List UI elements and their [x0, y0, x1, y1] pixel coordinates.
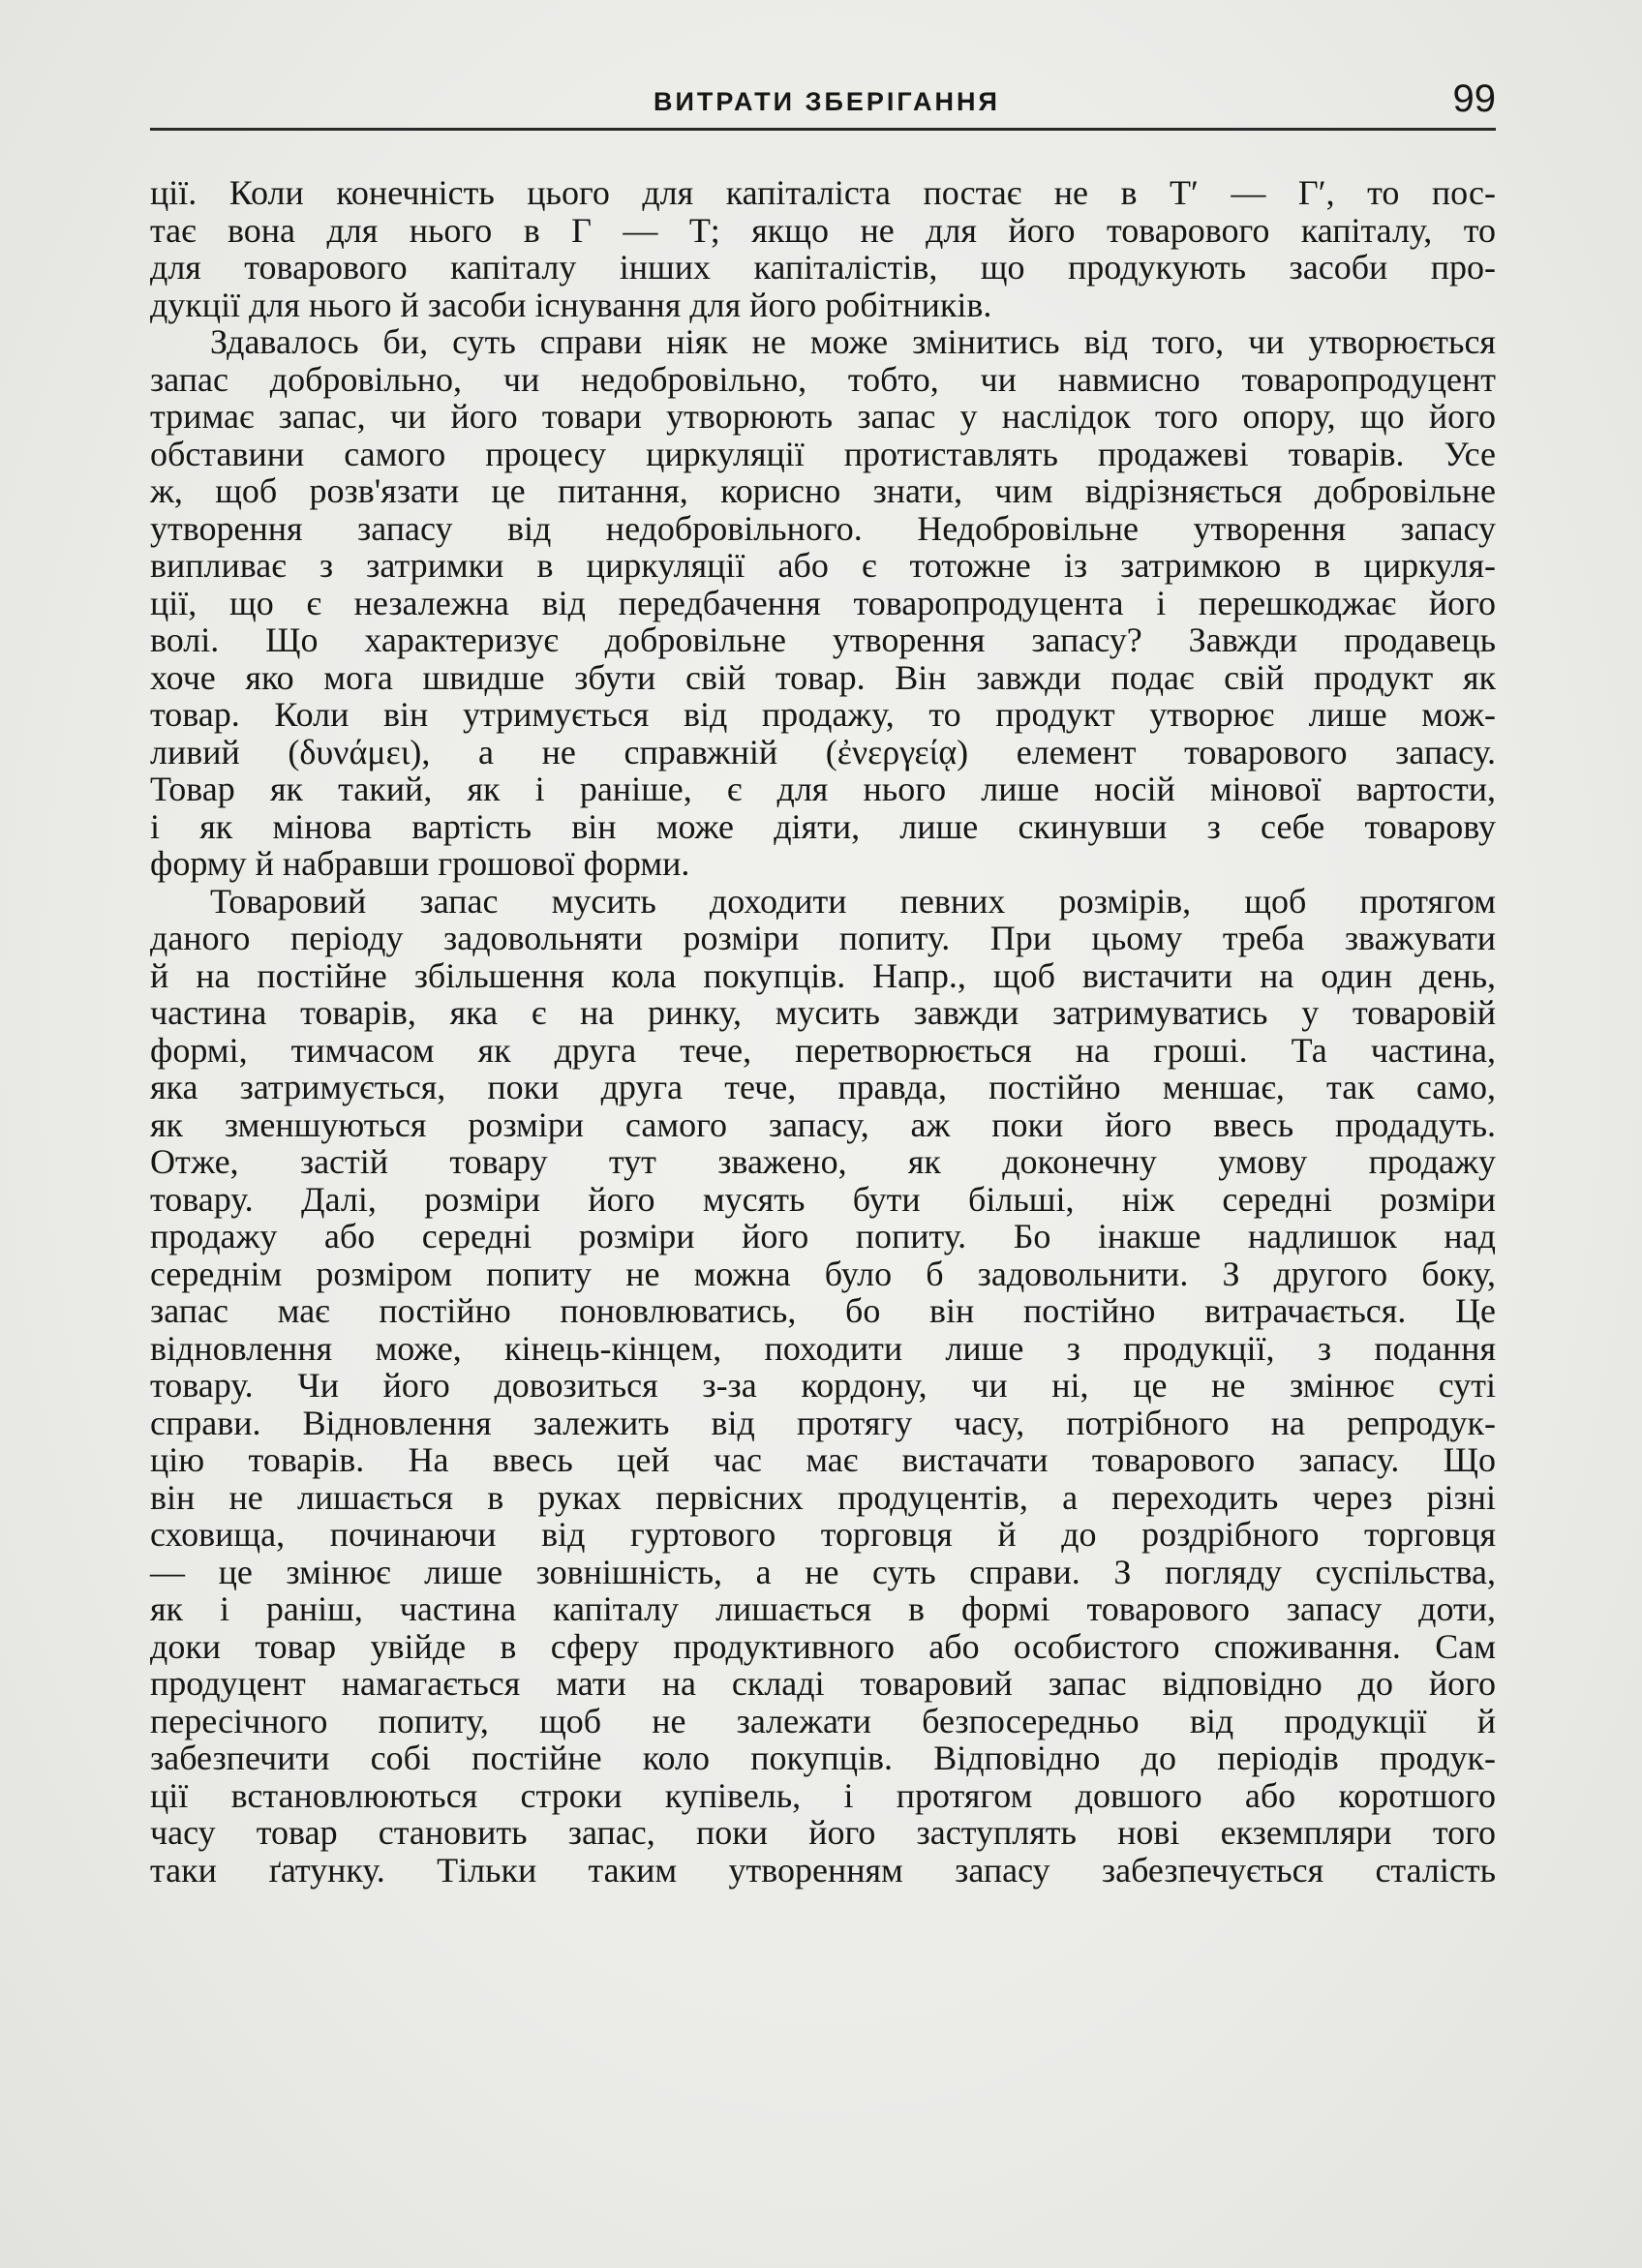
text-line: і як мінова вартість він може діяти, лише скинувши з себе товарову: [150, 806, 1496, 846]
text-line: волі. Що характеризує добровільне утворення запасу? Завжди продавець: [150, 620, 1496, 659]
text-line: формі, тимчасом як друга тече, перетворюється на гроші. Та частина,: [150, 1030, 1496, 1070]
text-line: форму й набравши грошової форми.: [150, 844, 690, 883]
text-line: для товарового капіталу інших капіталістів, що продукують засоби про-: [150, 248, 1496, 287]
text-line: тримає запас, чи його товари утворюють запас у наслідок того опору, що його: [150, 397, 1496, 436]
text-line: доки товар увійде в сферу продуктивного або особистого споживання. Сам: [150, 1626, 1496, 1666]
text-line: середнім розміром попиту не можна було б задовольнити. З другого боку,: [150, 1254, 1496, 1293]
body-text: [150, 174, 1496, 1889]
text-line: хоче яко мога швидше збути свій товар. Він завжди подає свій продукт як: [150, 657, 1496, 697]
text-line: випливає з затримки в циркуляції або є тотожне із затримкою в циркуля-: [150, 546, 1496, 585]
text-line: пересічного попиту, щоб не залежати безпосередньо від продукції й: [150, 1701, 1496, 1740]
text-line: як зменшуються розміри самого запасу, аж поки його ввесь продадуть.: [150, 1104, 1496, 1144]
text-line: Отже, застій товару тут зважено, як доконечну умову продажу: [150, 1142, 1496, 1181]
text-line: частина товарів, яка є на ринку, мусить завжди затримуватись у товаровій: [150, 993, 1496, 1032]
text-line: яка затримується, поки друга тече, правда, постійно меншає, так само,: [150, 1068, 1496, 1106]
text-line: Товар як такий, як і раніше, є для нього лише носій мінової вартости,: [150, 770, 1496, 808]
text-line: таки ґатунку. Тільки таким утворенням запасу забезпечується сталість: [150, 1850, 1496, 1890]
text-line: товару. Чи його довозиться з-за кордону, чи ні, це не змінює суті: [150, 1366, 1496, 1405]
text-line: запас добровільно, чи недобровільно, тобто, чи навмисно товаропродуцент: [150, 359, 1496, 399]
text-line: Товаровий запас мусить доходити певних розмірів, щоб протягом: [210, 881, 1496, 921]
text-line: як і раніш, частина капіталу лишається в формі товарового запасу доти,: [150, 1589, 1496, 1628]
text-line: тає вона для нього в Г — Т; якщо не для його товарового капіталу, то: [150, 210, 1496, 250]
text-line: забезпечити собі постійне коло покупців. Відповідно до періодів продук-: [150, 1739, 1496, 1777]
text-line: обставини самого процесу циркуляції протиставлять продажеві товарів. Усе: [150, 434, 1496, 473]
header-rule: [150, 128, 1496, 131]
text-line: утворення запасу від недобровільного. Недобровільне утворення запасу: [150, 508, 1496, 548]
text-line: товар. Коли він утримується від продажу, то продукт утворює лише мож-: [150, 695, 1496, 734]
text-line: цію товарів. На ввесь цей час має вистачати товарового запасу. Що: [150, 1440, 1496, 1479]
text-line: ції, що є незалежна від передбачення товаропродуцента і перешкоджає його: [150, 583, 1496, 622]
text-line: часу товар становить запас, поки його заступлять нові екземпляри того: [150, 1813, 1496, 1852]
text-line: ж, щоб розв'язати це питання, корисно знати, чим відрізняється добровільне: [150, 471, 1496, 510]
text-line: продажу або середні розміри його попиту. Бо інакше надлишок над: [150, 1217, 1496, 1255]
text-line: Здавалось би, суть справи ніяк не може змінитись від того, чи утворюється: [210, 322, 1496, 361]
text-line: товару. Далі, розміри його мусять бути більші, ніж середні розміри: [150, 1179, 1496, 1219]
text-line: він не лишається в руках первісних продуцентів, а переходить через різні: [150, 1477, 1496, 1517]
text-line: ції встановлюються строки купівель, і протягом довшого або коротшого: [150, 1775, 1496, 1815]
text-line: ливий (δυνάμει), а не справжній (ἐνεργείᾳ) елемент товарового запасу.: [150, 732, 1496, 771]
text-line: відновлення може, кінець-кінцем, походити лише з продукції, з подання: [150, 1328, 1496, 1368]
text-line: дукції для нього й засоби існування для його робітників.: [150, 285, 992, 324]
page-number: 99: [1452, 77, 1496, 120]
text-line: продуцент намагається мати на складі товаровий запас відповідно до його: [150, 1664, 1496, 1703]
running-head-title: ВИТРАТИ ЗБЕРІГАННЯ: [654, 87, 1000, 116]
text-line: сховища, починаючи від гуртового торговця й до роздрібного торговця: [150, 1515, 1496, 1554]
text-line: запас має постійно поновлюватись, бо він постійно витрачається. Це: [150, 1291, 1496, 1330]
text-line: ції. Коли конечність цього для капіталіста постає не в Т′ — Г′, то пос-: [150, 173, 1496, 212]
text-line: справи. Відновлення залежить від протягу часу, потрібного на репродук-: [150, 1403, 1496, 1442]
text-line: — це змінює лише зовнішність, а не суть справи. З погляду суспільства,: [150, 1552, 1496, 1591]
text-line: й на постійне збільшення кола покупців. Напр., щоб вистачити на один день,: [150, 955, 1496, 995]
text-line: даного періоду задовольняти розміри попиту. При цьому треба зважувати: [150, 919, 1496, 957]
running-head: [150, 76, 1496, 130]
